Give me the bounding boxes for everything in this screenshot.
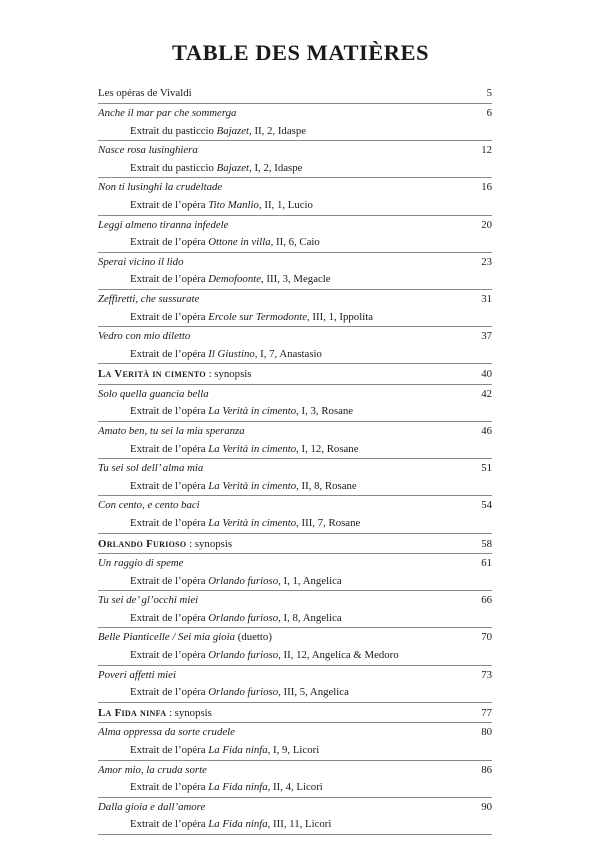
source-work: Orlando furioso	[208, 574, 279, 587]
toc-entry-line	[98, 724, 492, 742]
toc-entry-title	[98, 179, 474, 197]
toc-entry-title	[98, 142, 474, 160]
page-number: 6	[486, 107, 492, 119]
page-number: 58	[481, 537, 492, 550]
page-number: 42	[481, 387, 492, 400]
toc-entry-line	[98, 762, 492, 780]
source-work: La Verità in cimento	[208, 405, 297, 418]
source-text	[130, 123, 492, 141]
toc-entry[interactable]	[98, 555, 492, 591]
toc-entry-source	[98, 816, 492, 834]
opera-name: Orlando Furioso	[98, 537, 187, 550]
page-number: 80	[481, 726, 492, 739]
toc-entry[interactable]	[98, 799, 492, 835]
toc-entry-line	[98, 84, 492, 103]
aria-title: Dalla gioia e dall’amore	[98, 800, 206, 813]
source-details: , II, 8, Rosane	[296, 479, 357, 492]
aria-title: Sperai vicino il lido	[98, 255, 184, 268]
source-text	[130, 610, 492, 628]
table-of-contents	[98, 84, 492, 835]
toc-entry[interactable]	[98, 535, 492, 555]
toc-entry-title	[98, 555, 474, 573]
toc-entry-source	[98, 779, 492, 797]
source-prefix: Extrait de l’opéra	[130, 310, 209, 323]
source-work: La Verità in cimento	[208, 479, 297, 492]
toc-entry-line	[98, 629, 492, 647]
source-work: La Verità in cimento	[208, 442, 297, 455]
page-number: 86	[481, 763, 492, 776]
aria-title: Amor mio, la cruda sorte	[98, 763, 207, 776]
source-details: , I, 2, Idaspe	[249, 161, 303, 174]
source-text	[130, 441, 492, 459]
source-text	[130, 271, 492, 289]
page-number: 23	[481, 255, 492, 268]
source-work: La Fida ninfa	[208, 743, 268, 756]
toc-entry-line	[98, 328, 492, 346]
toc-entry-title	[98, 460, 474, 478]
toc-entry-line	[98, 365, 492, 384]
source-details: , III, 5, Angelica	[278, 686, 349, 699]
aria-title-suffix: (duetto)	[235, 631, 272, 644]
aria-title: Poveri affetti miei	[98, 668, 176, 681]
aria-title: Non ti lusinghi la crudeltade	[98, 181, 223, 194]
source-prefix: Extrait de l’opéra	[130, 611, 209, 624]
source-text	[130, 197, 492, 215]
toc-entry-title	[98, 365, 474, 384]
page-number: 46	[481, 425, 492, 437]
toc-entry[interactable]	[98, 724, 492, 760]
source-prefix: Extrait de l’opéra	[130, 818, 209, 831]
source-work: Il Giustino	[208, 347, 255, 360]
synopsis-label: : synopsis	[186, 537, 233, 550]
page-number: 12	[481, 144, 492, 157]
toc-entry-title	[98, 291, 474, 309]
opera-name: La Verità in cimento	[98, 368, 206, 381]
toc-entry-source	[98, 234, 492, 252]
source-details: , I, 3, Rosane	[296, 405, 354, 418]
toc-entry-source	[98, 197, 492, 215]
toc-entry-title	[98, 217, 474, 235]
source-details: , II, 12, Angelica & Medoro	[278, 649, 399, 662]
source-work: Ottone in villa	[208, 236, 271, 249]
toc-entry-source	[98, 742, 492, 760]
aria-title: Belle Pianticelle / Sei mia gioia	[98, 631, 236, 644]
toc-entry-source	[98, 160, 492, 178]
source-prefix: Extrait du pasticcio	[130, 124, 217, 137]
toc-entry-source	[98, 478, 492, 496]
source-work: Orlando furioso	[208, 649, 279, 662]
source-text	[130, 779, 492, 797]
source-text	[130, 647, 492, 665]
toc-entry-line	[98, 386, 492, 404]
aria-title: Leggi almeno tiranna infedele	[98, 218, 229, 231]
source-prefix: Extrait de l’opéra	[130, 781, 209, 794]
source-work: Bajazet	[216, 124, 250, 137]
toc-entry-title	[98, 497, 474, 515]
toc-entry-line	[98, 667, 492, 685]
toc-entry[interactable]	[98, 762, 492, 798]
toc-entry[interactable]	[98, 328, 492, 364]
source-details: , I, 7, Anastasio	[254, 347, 322, 360]
source-prefix: Extrait du pasticcio	[130, 161, 217, 174]
source-details: , I, 12, Rosane	[296, 442, 359, 455]
toc-entry-line	[98, 142, 492, 160]
toc-entry-line	[98, 423, 492, 441]
source-prefix: Extrait de l’opéra	[130, 516, 209, 529]
toc-entry-source	[98, 309, 492, 327]
toc-entry[interactable]	[98, 179, 492, 215]
source-text	[130, 684, 492, 702]
source-prefix: Extrait de l’opéra	[130, 347, 209, 360]
source-text	[130, 573, 492, 591]
toc-entry-line	[98, 704, 492, 723]
toc-entry-title	[98, 254, 474, 272]
toc-entry-line	[98, 179, 492, 197]
toc-entry-line	[98, 105, 492, 123]
source-work: La Verità in cimento	[208, 516, 297, 529]
page-number: 61	[481, 557, 492, 570]
page-number: 20	[481, 218, 492, 231]
source-details: , II, 6, Caio	[270, 236, 320, 249]
toc-entry-title	[98, 704, 474, 723]
page-number: 5	[486, 87, 492, 99]
toc-entry-title	[98, 799, 474, 817]
aria-title: Vedro con mio diletto	[98, 330, 191, 343]
toc-entry[interactable]	[98, 423, 492, 459]
toc-entry[interactable]	[98, 254, 492, 290]
toc-entry[interactable]	[98, 217, 492, 253]
page-number: 31	[481, 292, 492, 305]
source-text	[130, 234, 492, 252]
entry-title: Les opéras de Vivaldi	[98, 87, 192, 99]
toc-entry-source	[98, 573, 492, 591]
toc-entry[interactable]	[98, 460, 492, 496]
source-prefix: Extrait de l’opéra	[130, 405, 209, 418]
source-work: Orlando furioso	[208, 686, 279, 699]
aria-title: Alma oppressa da sorte crudele	[98, 726, 235, 739]
aria-title: Amato ben, tu sei la mia speranza	[98, 425, 245, 437]
page-number: 70	[481, 631, 492, 644]
toc-entry-line	[98, 799, 492, 817]
toc-entry-source	[98, 684, 492, 702]
source-work: Ercole sur Termodonte	[208, 310, 308, 323]
toc-entry-source	[98, 647, 492, 665]
aria-title: Con cento, e cento baci	[98, 499, 200, 512]
source-text	[130, 403, 492, 421]
source-work: Demofoonte	[208, 273, 262, 286]
toc-entry-title	[98, 724, 474, 742]
source-text	[130, 816, 492, 834]
toc-entry[interactable]	[98, 629, 492, 665]
source-prefix: Extrait de l’opéra	[130, 574, 209, 587]
source-details: , I, 8, Angelica	[278, 611, 342, 624]
source-prefix: Extrait de l’opéra	[130, 743, 209, 756]
source-text	[130, 309, 492, 327]
aria-title: Solo quella guancia bella	[98, 387, 209, 400]
page-number: 73	[481, 668, 492, 681]
aria-title: Tu sei de’ gl’occhi miei	[98, 594, 199, 607]
toc-entry-source	[98, 610, 492, 628]
toc-entry[interactable]	[98, 497, 492, 533]
toc-entry-line	[98, 291, 492, 309]
page-number: 16	[481, 181, 492, 194]
toc-entry[interactable]	[98, 386, 492, 422]
toc-entry[interactable]	[98, 84, 492, 104]
toc-entry-title	[98, 423, 474, 441]
page-title: TABLE DES MATIÈRES	[172, 40, 429, 65]
toc-entry[interactable]	[98, 105, 492, 141]
toc-entry-title	[98, 762, 474, 780]
toc-entry[interactable]	[98, 365, 492, 385]
source-prefix: Extrait de l’opéra	[130, 236, 209, 249]
aria-title: Tu sei sol dell’ alma mia	[98, 462, 204, 475]
source-details: , II, 2, Idaspe	[249, 124, 307, 137]
source-prefix: Extrait de l’opéra	[130, 479, 209, 492]
aria-title: Un raggio di speme	[98, 557, 184, 570]
source-prefix: Extrait de l’opéra	[130, 686, 209, 699]
source-details: , III, 3, Megacle	[261, 273, 331, 286]
source-details: , I, 9, Licori	[267, 743, 320, 756]
toc-entry-title	[98, 105, 474, 123]
toc-entry-line	[98, 254, 492, 272]
toc-entry-title	[98, 84, 474, 103]
toc-entry-source	[98, 515, 492, 533]
toc-entry-title	[98, 629, 474, 647]
source-text	[130, 478, 492, 496]
aria-title: Zeffiretti, che sussurate	[98, 292, 200, 305]
toc-entry[interactable]	[98, 142, 492, 178]
page-number: 51	[481, 462, 492, 475]
source-details: , III, 7, Rosane	[296, 516, 361, 529]
toc-entry-line	[98, 497, 492, 515]
opera-name: La Fida ninfa	[98, 706, 167, 719]
aria-title: Anche il mar par che sommerga	[98, 107, 237, 119]
source-prefix: Extrait de l’opéra	[130, 273, 209, 286]
toc-entry-line	[98, 555, 492, 573]
toc-entry[interactable]	[98, 291, 492, 327]
toc-entry-title	[98, 667, 474, 685]
source-work: Bajazet	[216, 161, 250, 174]
toc-entry-source	[98, 346, 492, 364]
page-number: 40	[481, 368, 492, 381]
source-work: La Fida ninfa	[208, 781, 268, 794]
toc-entry-source	[98, 271, 492, 289]
toc-entry-source	[98, 441, 492, 459]
toc-entry-title	[98, 328, 474, 346]
page-number: 90	[481, 800, 492, 813]
source-prefix: Extrait de l’opéra	[130, 442, 209, 455]
toc-entry-line	[98, 460, 492, 478]
aria-title: Nasce rosa lusinghiera	[98, 144, 198, 157]
source-work: Orlando furioso	[208, 611, 279, 624]
source-text	[130, 160, 492, 178]
toc-entry-source	[98, 123, 492, 141]
source-text	[130, 515, 492, 533]
source-details: , II, 1, Lucio	[258, 198, 313, 211]
page-number: 66	[481, 594, 492, 607]
source-prefix: Extrait de l’opéra	[130, 198, 209, 211]
source-prefix: Extrait de l’opéra	[130, 649, 209, 662]
toc-entry-line	[98, 217, 492, 235]
toc-entry-title	[98, 535, 474, 554]
toc-entry-title	[98, 386, 474, 404]
synopsis-label: : synopsis	[166, 706, 212, 719]
source-details: , III, 1, Ippolita	[307, 310, 373, 323]
toc-entry[interactable]	[98, 592, 492, 628]
toc-entry[interactable]	[98, 667, 492, 703]
source-work: Tito Manlio	[208, 198, 259, 211]
source-details: , III, 11, Licori	[267, 818, 332, 831]
source-work: La Fida ninfa	[208, 818, 268, 831]
toc-entry[interactable]	[98, 704, 492, 724]
source-details: , II, 4, Licori	[267, 781, 323, 794]
toc-entry-title	[98, 592, 474, 610]
toc-entry-line	[98, 535, 492, 554]
toc-entry-line	[98, 592, 492, 610]
source-text	[130, 742, 492, 760]
source-details: , I, 1, Angelica	[278, 574, 342, 587]
toc-entry-source	[98, 403, 492, 421]
source-text	[130, 346, 492, 364]
synopsis-label: : synopsis	[205, 368, 252, 381]
page-number: 54	[481, 499, 492, 512]
page-number: 37	[481, 330, 492, 343]
page-number: 77	[481, 706, 492, 719]
